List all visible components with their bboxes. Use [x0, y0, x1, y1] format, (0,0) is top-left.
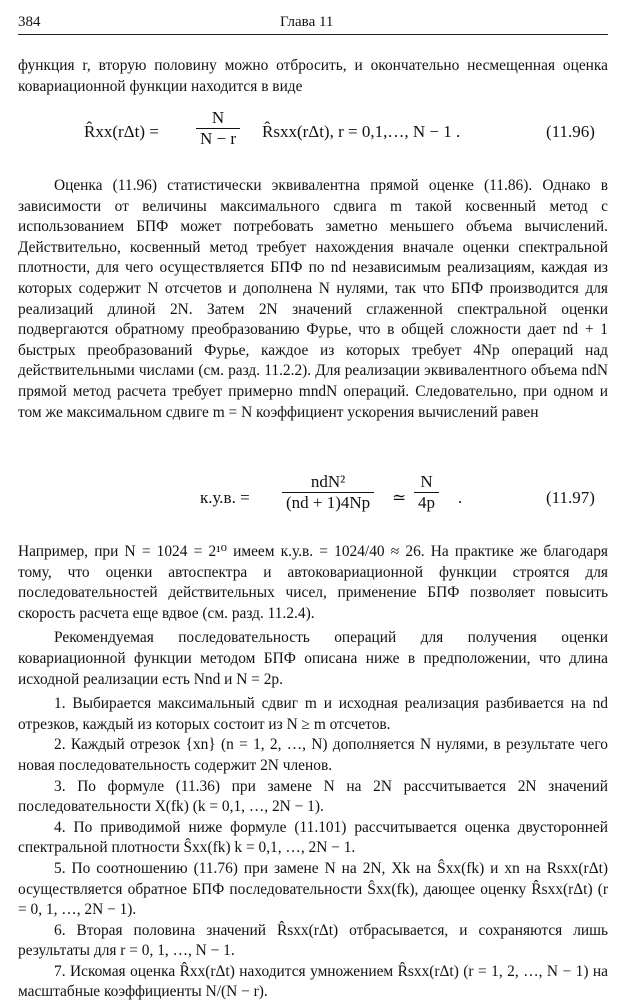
step-4: 4. По приводимой ниже формуле (11.101) рассчитывается оценка двусторонней спектральной плотности Ŝxx(fk) k = 0,1, …, 2N − 1. — [18, 818, 608, 857]
eq2-tail: . — [458, 488, 463, 507]
eq2-numerator-1: ndN² — [282, 472, 374, 493]
eq2-fraction-1 — [282, 472, 374, 513]
eq1-denominator: N − r — [200, 129, 237, 148]
page-number: 384 — [18, 14, 41, 30]
paragraph-3: Например, при N = 1024 = 2¹⁰ имеем к.у.в. = 1024/40 ≈ 26. На практике же благодаря тому, что оценки автоспектра и автоковариационной функции строятся для последовательностей действительных чисел, применение БПФ позволяет повысить скорость расчета еще вдвое (см. разд. 11.2.4). — [18, 543, 608, 622]
step-5: 5. По соотношению (11.76) при замене N на 2N, Xk на Ŝxx(fk) и xn на Rsxx(rΔt) осуществляется обратное БПФ последовательности Ŝxx(fk), дающее оценку R̂sxx(rΔt) (r = 0, 1, …, 2N − 1). — [18, 859, 608, 919]
eq1-numerator: N — [196, 108, 240, 129]
running-header — [18, 12, 608, 35]
eq2-lhs: к.у.в. = — [200, 488, 250, 507]
eq2-denominator-1: (nd + 1)4Np — [286, 493, 371, 512]
eq2-numerator-2: N — [414, 472, 439, 493]
step-2: 2. Каждый отрезок {xn} (n = 1, 2, …, N) дополняется N нулями, в результате чего новая последовательность содержит 2N членов. — [18, 736, 608, 774]
step-1: 1. Выбирается максимальный сдвиг m и исходная реализация разбивается на nd отрезков, каждый из которых состоит из N ≥ m отсчетов. — [18, 695, 608, 733]
paragraph-1: функция r, вторую половину можно отбросить, и окончательно несмещенная оценка ковариационной функции находится в виде — [18, 57, 608, 95]
step-3: 3. По формуле (11.36) при замене N на 2N рассчитывается 2N значений последовательности X(fk) (k = 0,1, …, 2N − 1). — [18, 777, 608, 816]
eq2-denominator-2: 4p — [418, 493, 435, 512]
equation-11-96 — [18, 108, 608, 160]
eq1-lhs: R̂xx(rΔt) = — [84, 122, 159, 141]
paragraph-main — [18, 176, 608, 423]
eq1-number: (11.96) — [546, 122, 595, 141]
paragraph-2: Оценка (11.96) статистически эквивалентна прямой оценке (11.86). Однако в зависимости от величины максимального сдвига m такой косвенный метод с использованием БПФ может потребовать заметно меньшего объема вычислений. Действительно, косвенный метод требует нахождения вначале оценки спектральной плотности, для чего осуществляется БПФ по nd независимым реализациям, каждая из которых содержит N отсчетов и дополнена N нулями, так что БПФ производится для реализаций длиной 2N. Затем 2N значений сглаженной спектральной оценки подвергаются обратному преобразованию Фурье, что в общей сложности дает nd + 1 быстрых преобразований Фурье, каждое из которых требует 4Np операций над действительными числами (см. разд. 11.2.2). Для реализации эквивалентного объема ndN прямой метод расчета требует примерно mndN операций. Следовательно, при одном и том же максимальном сдвиге m = N коэффициент ускорения вычислений равен — [18, 177, 608, 421]
chapter-title: Глава 11 — [280, 14, 334, 30]
eq1-fraction — [196, 108, 240, 149]
eq2-approx: ≃ — [392, 488, 407, 507]
paragraph-block-after — [18, 542, 608, 1003]
paragraph-intro — [18, 56, 608, 97]
equation-11-97 — [18, 472, 608, 530]
step-7: 7. Искомая оценка R̂xx(rΔt) находится умножением R̂sxx(rΔt) (r = 1, 2, …, N − 1) на масштабные коэффициенты N/(N − r). — [18, 962, 608, 1001]
eq2-number: (11.97) — [546, 488, 595, 507]
eq1-rhs: R̂sxx(rΔt), r = 0,1,…, N − 1 . — [262, 122, 461, 141]
step-6: 6. Вторая половина значений R̂sxx(rΔt) отбрасывается, и сохраняются лишь результаты для r = 0, 1, …, N − 1. — [18, 921, 608, 960]
eq2-fraction-2 — [414, 472, 439, 513]
paragraph-4: Рекомендуемая последовательность операций для получения оценки ковариационной функции методом БПФ описана ниже в предположении, что длина исходной реализации есть Nnd и N = 2p. — [18, 629, 608, 688]
